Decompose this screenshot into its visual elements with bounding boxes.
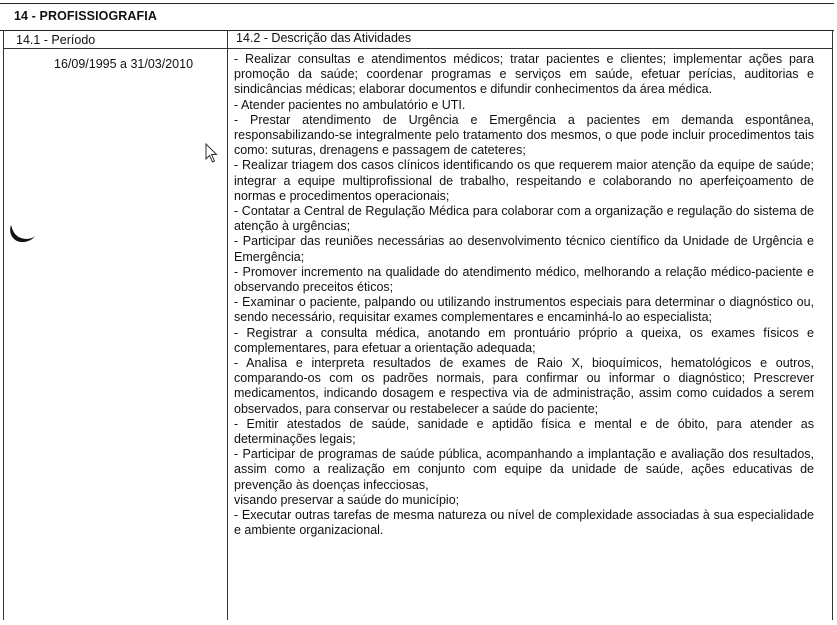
activity-line: - Analisa e interpreta resultados de exames de Raio X, bioquímicos, hematológicos e outros, comparando-os com os padrões normais, para confirmar ou informar o diagnóstico; Prescrever medicamentos, indicando dosagem e respectiva via de administração, assim como cuidados a serem observados, para conservar ou restabelecer a saúde do paciente; bbox=[234, 356, 814, 416]
activity-line: - Registrar a consulta médica, anotando em prontuário próprio a queixa, os exames físicos e complementares, para efetuar a orientação adequada; bbox=[234, 325, 814, 355]
activity-line: visando preservar a saúde do município; bbox=[234, 492, 460, 507]
activity-line: - Promover incremento na qualidade do atendimento médico, melhorando a relação médico-paciente e observando preceitos éticos; bbox=[234, 264, 814, 295]
activity-line: - Participar de programas de saúde pública, acompanhando a implantação e avaliação dos resultados, assim como a realização em conjunto com equipe da unidade de saúde, ações educativas de prevenção às doenças infecciosas, bbox=[234, 447, 814, 492]
period-value: 16/09/1995 a 31/03/2010 bbox=[54, 57, 194, 71]
activity-line: - Atender pacientes no ambulatório e UTI. bbox=[234, 97, 466, 112]
period-column-header: 14.1 - Período bbox=[16, 33, 96, 47]
activity-line: - Examinar o paciente, palpando ou utilizando instrumentos especiais para determinar o diagnóstico ou, sendo necessário, requisitar exames complementares e encaminhá-lo ao especialista; bbox=[234, 295, 814, 325]
section-title: 14 - PROFISSIOGRAFIA bbox=[14, 9, 157, 23]
activity-line: - Executar outras tarefas de mesma natureza ou nível de complexidade associadas à sua especialidade e ambiente organizacional. bbox=[234, 508, 814, 538]
activity-line: - Realizar consultas e atendimentos médicos; tratar pacientes e clientes; implementar ações para promoção da saúde; coordenar programas e serviços em saúde, efetuar perícias, auditorias e sindicâncias médicas; elaborar documentos e difundir conhecimentos da área médica. bbox=[234, 52, 814, 97]
activity-line: - Contatar a Central de Regulação Médica para colaborar com a organização e regulação do sistema de atenção à urgências; bbox=[234, 204, 814, 234]
section-header bbox=[0, 3, 834, 31]
activity-line: - Realizar triagem dos casos clínicos identificando os que requerem maior atenção da equipe de saúde; integrar a equipe multiprofissional de trabalho, respeitando e colaborando no aperfeiçoamento de normas e procedimentos operacionais; bbox=[234, 158, 814, 203]
activity-line: - Prestar atendimento de Urgência e Emergência a pacientes em demanda espontânea, responsabilizando-se integralmente pelo tratamento dos mesmos, o que pode incluir procedimentos tais como: suturas, drenagens e passagem de cateteres; bbox=[234, 112, 814, 158]
activities-column-header: 14.2 - Descrição das Atividades bbox=[236, 31, 412, 45]
crescent-scan-mark-icon bbox=[7, 223, 37, 245]
profissiografia-table bbox=[3, 30, 833, 620]
header-divider bbox=[4, 48, 832, 49]
mouse-pointer-icon bbox=[205, 143, 219, 163]
activities-description bbox=[234, 52, 814, 539]
activity-line: - Participar das reuniões necessárias ao desenvolvimento técnico científico da Unidade de Urgência e Emergência; bbox=[234, 234, 814, 264]
column-divider bbox=[227, 30, 228, 620]
activity-line: - Emitir atestados de saúde, sanidade e aptidão física e mental e de óbito, para atender as determinações legais; bbox=[234, 416, 814, 447]
